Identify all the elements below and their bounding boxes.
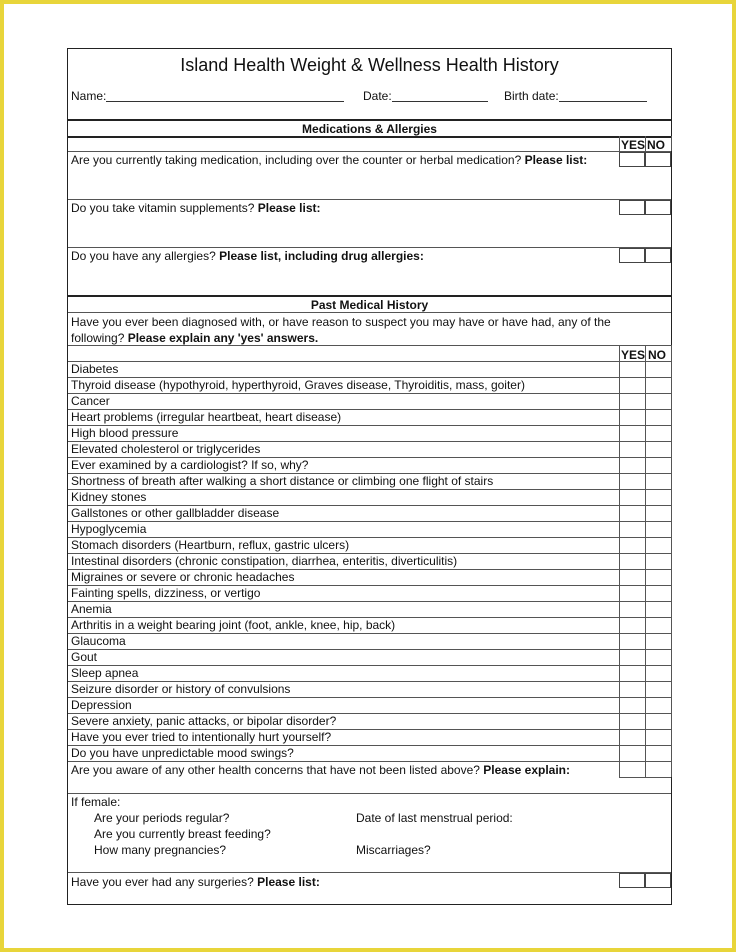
condition-row: Fainting spells, dizziness, or vertigo [71, 586, 261, 600]
no-checkbox[interactable] [645, 393, 671, 410]
no-checkbox[interactable] [645, 681, 671, 698]
date-blank[interactable] [392, 89, 488, 102]
yes-checkbox[interactable] [619, 681, 645, 698]
yes-checkbox[interactable] [619, 377, 645, 394]
divider [68, 697, 671, 698]
condition-row: Sleep apnea [71, 666, 139, 680]
yes-checkbox[interactable] [619, 745, 645, 762]
condition-row: Gout [71, 650, 98, 664]
divider [68, 199, 671, 200]
yes-checkbox-vitamins[interactable] [619, 200, 645, 215]
no-checkbox[interactable] [645, 617, 671, 634]
pmh-intro-line-1: Have you ever been diagnosed with, or have reason to suspect you may have or have had, any of the [71, 315, 611, 329]
yes-checkbox[interactable] [619, 633, 645, 650]
yes-checkbox[interactable] [619, 697, 645, 714]
divider [68, 247, 671, 248]
divider [68, 345, 671, 346]
birth-date-field[interactable] [504, 89, 647, 103]
no-header: NO [648, 348, 666, 362]
condition-row: Have you ever tried to intentionally hurt yourself? [71, 730, 332, 744]
divider [68, 872, 671, 873]
yes-checkbox[interactable] [619, 489, 645, 506]
date-label: Date: [363, 89, 392, 103]
question-text: Do you have any allergies? [71, 249, 216, 263]
divider [68, 295, 671, 297]
divider [68, 793, 671, 794]
divider [68, 649, 671, 650]
no-checkbox-vitamins[interactable] [645, 200, 671, 215]
question-text: Are you currently taking medication, including over the counter or herbal medication? [71, 153, 522, 167]
divider [68, 361, 671, 362]
divider [68, 489, 671, 490]
question-instruction: Please list: [257, 875, 320, 889]
no-checkbox[interactable] [645, 729, 671, 746]
no-checkbox[interactable] [645, 425, 671, 442]
question-text: Do you take vitamin supplements? [71, 201, 255, 215]
column-divider [645, 136, 646, 151]
yes-checkbox[interactable] [619, 713, 645, 730]
condition-row: Hypoglycemia [71, 522, 147, 536]
question-pregnancies: How many pregnancies? [94, 843, 227, 857]
no-checkbox[interactable] [645, 537, 671, 554]
no-checkbox[interactable] [645, 649, 671, 666]
intro-text: following? [71, 331, 125, 345]
no-checkbox[interactable] [645, 665, 671, 682]
no-checkbox-surgeries[interactable] [645, 873, 671, 888]
column-divider [619, 136, 620, 151]
divider [68, 521, 671, 522]
no-checkbox[interactable] [645, 377, 671, 394]
question-vitamins [71, 201, 320, 215]
yes-header: YES [621, 348, 646, 362]
yes-checkbox[interactable] [619, 521, 645, 538]
no-checkbox[interactable] [645, 409, 671, 426]
question-breast-feeding: Are you currently breast feeding? [94, 827, 271, 841]
page [4, 4, 732, 948]
yes-checkbox-allergies[interactable] [619, 248, 645, 263]
divider [68, 151, 671, 152]
yes-checkbox[interactable] [619, 649, 645, 666]
name-label: Name: [71, 89, 107, 103]
divider [68, 136, 671, 138]
intro-instruction: Please explain any 'yes' answers. [127, 331, 319, 345]
question-instruction: Please list: [524, 153, 588, 167]
divider [68, 601, 671, 602]
name-blank[interactable] [106, 89, 344, 102]
condition-row: Ever examined by a cardiologist? If so, why? [71, 458, 309, 472]
yes-checkbox[interactable] [619, 425, 645, 442]
yes-checkbox[interactable] [619, 617, 645, 634]
yes-checkbox-surgeries[interactable] [619, 873, 645, 888]
question-surgeries [71, 875, 320, 889]
condition-row: Elevated cholesterol or triglycerides [71, 442, 261, 456]
yes-checkbox[interactable] [619, 537, 645, 554]
divider [68, 665, 671, 666]
no-checkbox-medication[interactable] [645, 152, 671, 167]
divider [68, 761, 671, 762]
no-checkbox-allergies[interactable] [645, 248, 671, 263]
birth-date-label: Birth date: [504, 89, 559, 103]
condition-row: Gallstones or other gallbladder disease [71, 506, 280, 520]
question-text: Are you aware of any other health concerns that have not been listed above? [71, 763, 480, 777]
yes-checkbox[interactable] [619, 601, 645, 618]
no-checkbox[interactable] [645, 585, 671, 602]
question-text: Have you ever had any surgeries? [71, 875, 254, 889]
question-other-concerns [71, 763, 570, 777]
no-checkbox[interactable] [645, 441, 671, 458]
yes-checkbox[interactable] [619, 665, 645, 682]
condition-row: Stomach disorders (Heartburn, reflux, gastric ulcers) [71, 538, 350, 552]
yes-checkbox[interactable] [619, 441, 645, 458]
condition-row: Anemia [71, 602, 112, 616]
divider [68, 633, 671, 634]
yes-checkbox[interactable] [619, 457, 645, 474]
no-checkbox[interactable] [645, 633, 671, 650]
female-label: If female: [71, 795, 121, 809]
name-field[interactable] [71, 89, 344, 103]
question-medication [71, 153, 587, 167]
no-checkbox[interactable] [645, 457, 671, 474]
yes-header: YES [621, 138, 646, 152]
question-periods-regular: Are your periods regular? [94, 811, 230, 825]
no-checkbox[interactable] [645, 569, 671, 586]
question-last-menstrual-period: Date of last menstrual period: [356, 811, 513, 825]
no-checkbox[interactable] [645, 361, 671, 378]
condition-row: Intestinal disorders (chronic constipation, diarrhea, enteritis, diverticulitis) [71, 554, 458, 568]
birth-date-blank[interactable] [559, 89, 647, 102]
yes-checkbox[interactable] [619, 409, 645, 426]
condition-row: Do you have unpredictable mood swings? [71, 746, 294, 760]
no-checkbox[interactable] [645, 601, 671, 618]
condition-row: Shortness of breath after walking a short distance or climbing one flight of stairs [71, 474, 494, 488]
condition-row: High blood pressure [71, 426, 179, 440]
condition-row: Glaucoma [71, 634, 126, 648]
date-field[interactable] [363, 89, 488, 103]
divider [68, 119, 671, 121]
condition-row: Diabetes [71, 362, 119, 376]
condition-row: Thyroid disease (hypothyroid, hyperthyroid, Graves disease, Thyroiditis, mass, goiter) [71, 378, 525, 392]
yes-checkbox[interactable] [619, 505, 645, 522]
question-miscarriages: Miscarriages? [356, 843, 431, 857]
yes-checkbox-medication[interactable] [619, 152, 645, 167]
no-checkbox[interactable] [645, 473, 671, 490]
condition-row: Arthritis in a weight bearing joint (foot, ankle, knee, hip, back) [71, 618, 396, 632]
condition-row: Migraines or severe or chronic headaches [71, 570, 295, 584]
condition-row: Cancer [71, 394, 110, 408]
yes-checkbox[interactable] [619, 393, 645, 410]
yes-checkbox[interactable] [619, 553, 645, 570]
question-instruction: Please list, including drug allergies: [219, 249, 424, 263]
no-checkbox[interactable] [645, 521, 671, 538]
column-divider [671, 136, 672, 151]
divider [619, 777, 671, 778]
no-checkbox[interactable] [645, 505, 671, 522]
column-divider [671, 345, 672, 777]
no-checkbox[interactable] [645, 553, 671, 570]
yes-checkbox[interactable] [619, 569, 645, 586]
pmh-intro-line-2 [71, 331, 318, 345]
condition-row: Seizure disorder or history of convulsions [71, 682, 291, 696]
divider [68, 393, 671, 394]
no-checkbox[interactable] [645, 489, 671, 506]
condition-row: Depression [71, 698, 132, 712]
condition-row: Heart problems (irregular heartbeat, heart disease) [71, 410, 342, 424]
no-checkbox[interactable] [645, 713, 671, 730]
condition-row: Kidney stones [71, 490, 147, 504]
question-allergies [71, 249, 424, 263]
no-checkbox[interactable] [645, 697, 671, 714]
question-instruction: Please list: [257, 201, 321, 215]
question-instruction: Please explain: [483, 763, 570, 777]
section-heading-medications: Medications & Allergies [302, 122, 437, 136]
yes-checkbox[interactable] [619, 361, 645, 378]
section-heading-past-medical-history: Past Medical History [310, 298, 429, 312]
divider [68, 312, 671, 313]
condition-row: Severe anxiety, panic attacks, or bipolar disorder? [71, 714, 337, 728]
no-header: NO [647, 138, 665, 152]
form-title: Island Health Weight & Wellness Health History [180, 55, 559, 75]
no-checkbox[interactable] [645, 745, 671, 762]
yes-checkbox[interactable] [619, 729, 645, 746]
yes-checkbox[interactable] [619, 585, 645, 602]
health-history-form [67, 48, 672, 905]
yes-checkbox[interactable] [619, 473, 645, 490]
